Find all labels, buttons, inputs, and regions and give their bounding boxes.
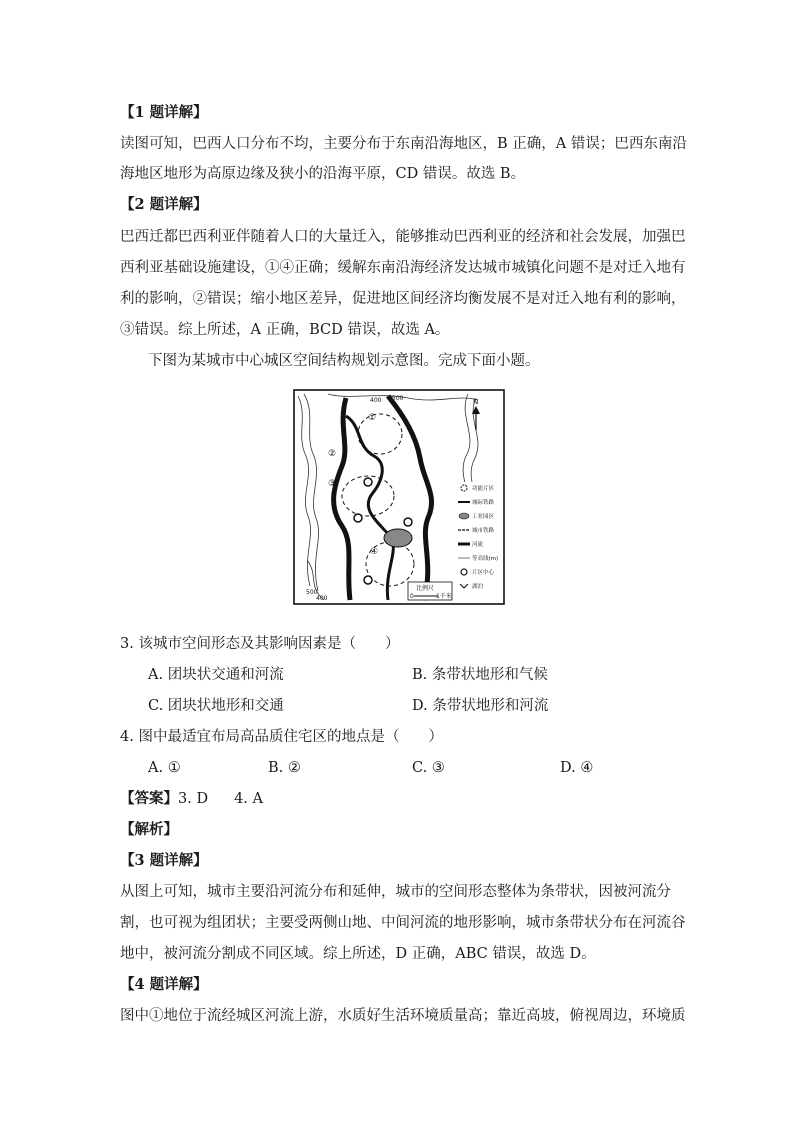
- figure-intro: 下图为某城市中心城区空间结构规划示意图。完成下面小题。: [148, 353, 540, 369]
- legend-industrial: 工业园区: [472, 514, 495, 520]
- q3-detail-heading: 【3 题详解】: [120, 852, 208, 869]
- scale-unit: 1千米: [436, 593, 452, 600]
- q4-detail-line-1: 图中①地位于流经城区河流上游，水质好生活环境质量高；靠近高坡，俯视周边，环境质: [120, 1008, 686, 1024]
- contour-label-500-sw: 500: [306, 589, 318, 596]
- contour-label-400-sw: 400: [316, 595, 328, 602]
- legend-river: 河流: [472, 542, 484, 548]
- city-structure-map: [288, 386, 510, 608]
- legend-center: 片区中心: [472, 570, 495, 576]
- q1-line-2: 海地区地形为高原边缘及狭小的沿海平原，CD 错误。故选 B。: [120, 166, 526, 182]
- answer-4: 4. A: [234, 791, 263, 807]
- answer-line: [120, 789, 263, 809]
- legend: [456, 482, 502, 600]
- scale-zero: 0: [410, 593, 414, 600]
- q3-option-c: C. 团块状地形和交通: [148, 698, 284, 714]
- point-3: ③: [328, 479, 337, 489]
- q4-detail-heading: 【4 题详解】: [120, 976, 208, 993]
- legend-intercity-rail: 城际铁路: [472, 500, 495, 506]
- legend-city-rail: 城市铁路: [472, 528, 495, 534]
- q4-option-c: C. ③: [412, 760, 445, 776]
- contour-label-500: 500: [392, 395, 404, 402]
- point-2: ②: [328, 449, 337, 459]
- analysis-heading: 【解析】: [120, 821, 178, 838]
- q2-heading: 【2 题详解】: [120, 196, 208, 213]
- q4-option-d: D. ④: [560, 760, 594, 776]
- legend-zone: 功能片区: [472, 486, 495, 492]
- q3-detail-line-3: 地中，被河流分割成不同区域。综上所述，D 正确，ABC 错误，故选 D。: [120, 946, 596, 962]
- q1-heading: 【1 题详解】: [120, 104, 208, 121]
- q3-detail-line-2: 割，也可视为组团状；主要受两侧山地、中间河流的地形影响，城市条带状分布在河流谷: [120, 915, 686, 931]
- q2-line-4: ③错误。综上所述，A 正确，BCD 错误，故选 A。: [120, 322, 450, 338]
- scale-bar: [408, 582, 452, 600]
- q3-stem: 3. 该城市空间形态及其影响因素是（ ）: [120, 636, 400, 652]
- legend-contour: 等高线(m): [472, 556, 499, 562]
- north-label: N: [473, 398, 479, 406]
- q1-line-1: 读图可知，巴西人口分布不均，主要分布于东南沿海地区，B 正确，A 错误；巴西东南沿: [120, 136, 687, 152]
- q3-option-d: D. 条带状地形和河流: [412, 698, 549, 714]
- q3-option-b: B. 条带状地形和气候: [412, 667, 548, 683]
- legend-lake: 湖泊: [472, 584, 484, 590]
- q4-stem: 4. 图中最适宜布局高品质住宅区的地点是（ ）: [120, 729, 443, 745]
- contour-label-400: 400: [370, 397, 382, 404]
- industrial-park: [384, 529, 412, 547]
- point-4: ④: [370, 547, 379, 557]
- point-1: ①: [368, 413, 377, 423]
- q2-line-2: 西利亚基础设施建设，①④正确；缓解东南沿海经济发达城市城镇化问题不是对迁入地有: [120, 260, 686, 276]
- q4-option-a: A. ①: [148, 760, 181, 776]
- answer-label: 【答案】: [120, 790, 178, 807]
- q2-line-3: 利的影响，②错误；缩小地区差异，促进地区间经济均衡发展不是对迁入地有利的影响，: [120, 291, 686, 307]
- q3-option-a: A. 团块状交通和河流: [148, 667, 284, 683]
- q4-option-b: B. ②: [268, 760, 301, 776]
- q2-line-1: 巴西迁都巴西利亚伴随着人口的大量迁入，能够推动巴西利亚的经济和社会发展，加强巴: [120, 229, 686, 245]
- scale-label: 比例尺: [416, 585, 435, 592]
- answer-3: 3. D: [178, 791, 209, 807]
- q3-detail-line-1: 从图上可知，城市主要沿河流分布和延伸，城市的空间形态整体为条带状，因被河流分: [120, 884, 671, 900]
